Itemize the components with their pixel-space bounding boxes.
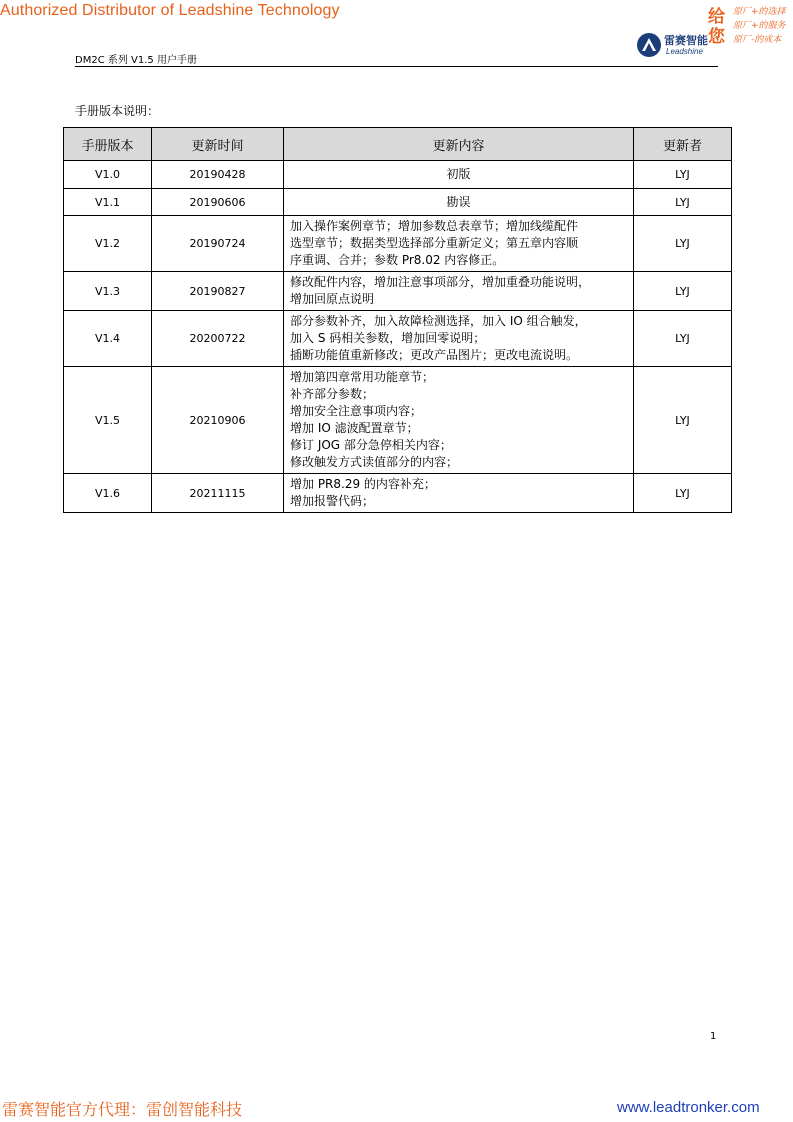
document-header-title: DM2C 系列 V1.5 用户手册 xyxy=(75,55,197,66)
cell-author: LYJ xyxy=(634,311,732,367)
footer-website-link[interactable]: www.leadtronker.com xyxy=(617,1099,760,1116)
cell-date: 20210906 xyxy=(152,367,284,474)
leadshine-logo-icon xyxy=(636,32,662,58)
header-version: 手册版本 xyxy=(64,128,152,161)
slogan-line-2: 原厂+的服务 xyxy=(733,21,786,31)
cell-author: LYJ xyxy=(634,474,732,513)
header-divider xyxy=(75,66,718,67)
cell-content: 勘误 xyxy=(284,189,634,216)
cell-author: LYJ xyxy=(634,216,732,272)
cell-content: 初版 xyxy=(284,161,634,189)
cell-version: V1.4 xyxy=(64,311,152,367)
header-author: 更新者 xyxy=(634,128,732,161)
slogan-char-you: 您 xyxy=(708,27,725,47)
cell-content: 修改配件内容，增加注意事项部分，增加重叠功能说明， 增加回原点说明 xyxy=(284,272,634,311)
header-content: 更新内容 xyxy=(284,128,634,161)
logo-chinese-name: 雷赛智能 xyxy=(664,34,708,47)
table-row xyxy=(64,367,732,474)
cell-author: LYJ xyxy=(634,161,732,189)
table-row xyxy=(64,474,732,513)
cell-date: 20190428 xyxy=(152,161,284,189)
table-row xyxy=(64,216,732,272)
cell-version: V1.2 xyxy=(64,216,152,272)
cell-author: LYJ xyxy=(634,367,732,474)
cell-date: 20211115 xyxy=(152,474,284,513)
cell-version: V1.1 xyxy=(64,189,152,216)
cell-date: 20190606 xyxy=(152,189,284,216)
slogan-line-3: 原厂-的成本 xyxy=(733,35,782,45)
table-row xyxy=(64,272,732,311)
cell-date: 20200722 xyxy=(152,311,284,367)
table-row xyxy=(64,189,732,216)
table-header-row xyxy=(64,128,732,161)
page-number: 1 xyxy=(710,1031,717,1042)
cell-content: 增加第四章常用功能章节； 补齐部分参数； 增加安全注意事项内容； 增加 IO 滤波配置章节； 修订 JOG 部分急停相关内容； 修改触发方式读值部分的内容； xyxy=(284,367,634,474)
cell-content: 部分参数补齐，加入故障检测选择，加入 IO 组合触发， 加入 S 码相关参数，增加回零说明； 插断功能值重新修改；更改产品图片；更改电流说明。 xyxy=(284,311,634,367)
distributor-banner: Authorized Distributor of Leadshine Technology xyxy=(0,2,340,19)
cell-version: V1.6 xyxy=(64,474,152,513)
slogan-line-1: 原厂+的选择 xyxy=(733,7,786,17)
section-title: 手册版本说明： xyxy=(75,104,160,118)
cell-version: V1.3 xyxy=(64,272,152,311)
table-row xyxy=(64,161,732,189)
cell-content: 加入操作案例章节；增加参数总表章节；增加线缆配件 选型章节；数据类型选择部分重新定义；第五章内容顺 序重调、合并；参数 Pr8.02 内容修正。 xyxy=(284,216,634,272)
cell-version: V1.0 xyxy=(64,161,152,189)
cell-author: LYJ xyxy=(634,272,732,311)
footer-agent-text: 雷赛智能官方代理：雷创智能科技 xyxy=(2,1100,243,1119)
header-date: 更新时间 xyxy=(152,128,284,161)
slogan-char-give: 给 xyxy=(708,7,725,27)
cell-date: 20190724 xyxy=(152,216,284,272)
cell-date: 20190827 xyxy=(152,272,284,311)
cell-version: V1.5 xyxy=(64,367,152,474)
table-row xyxy=(64,311,732,367)
brand-logo-block xyxy=(636,0,793,60)
version-history-table xyxy=(63,127,732,513)
cell-author: LYJ xyxy=(634,189,732,216)
cell-content: 增加 PR8.29 的内容补充； 增加报警代码； xyxy=(284,474,634,513)
logo-english-name: Leadshine xyxy=(666,47,703,56)
